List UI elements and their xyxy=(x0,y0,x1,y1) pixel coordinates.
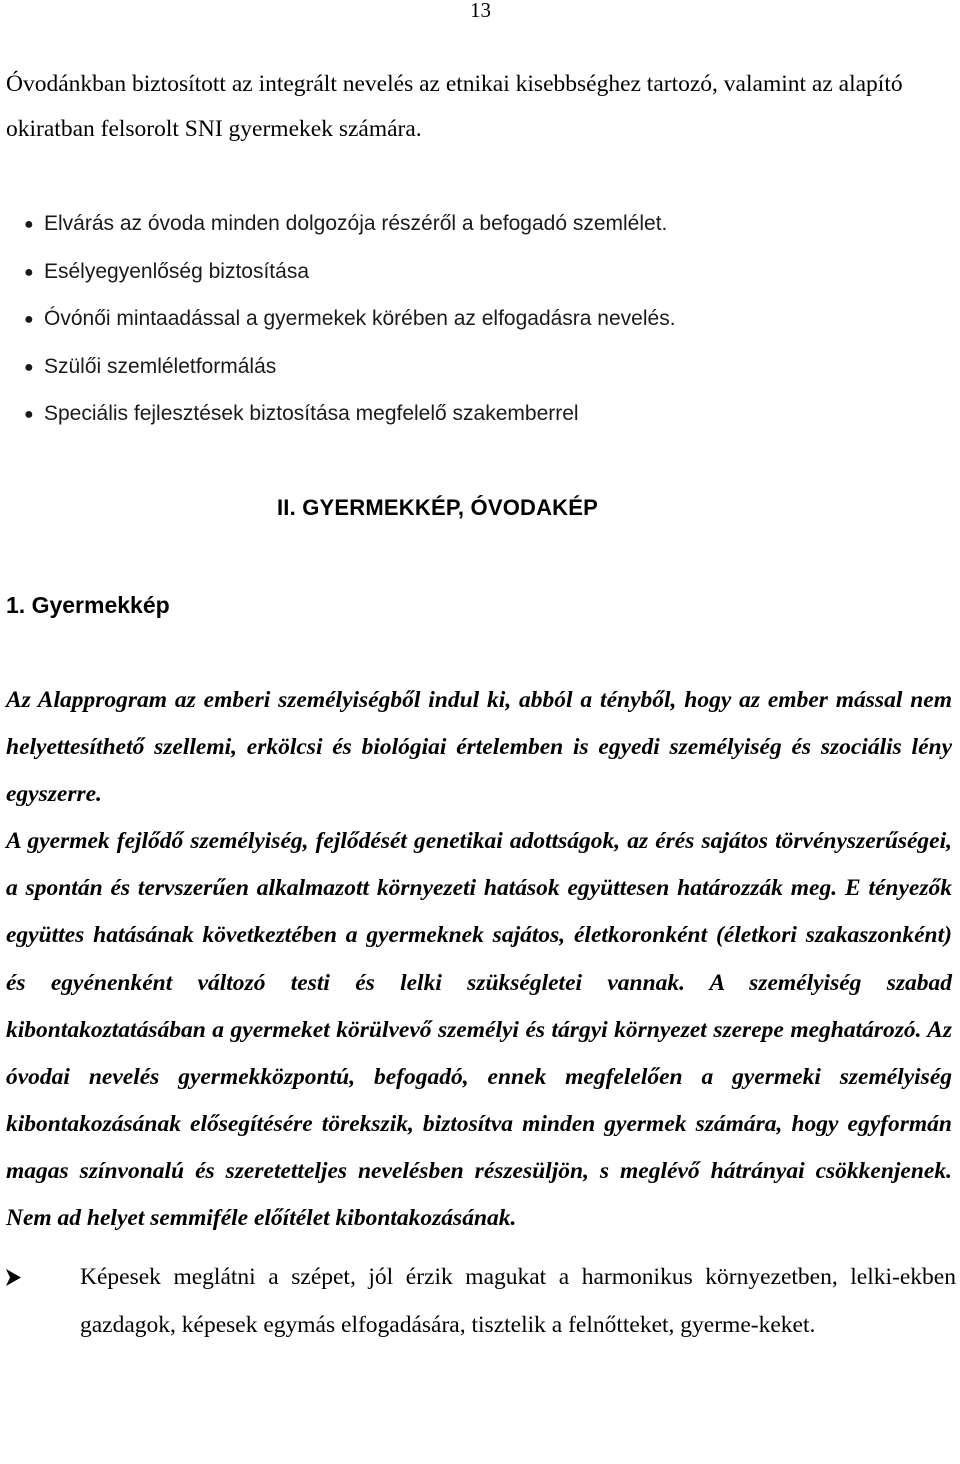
bullet-icon: ● xyxy=(24,216,34,233)
list-item-text: Óvónői mintaadással a gyermekek körében az elfogadásra nevelés. xyxy=(44,307,676,330)
list-item-text: Szülői szemléletformálás xyxy=(44,354,277,378)
bullet-icon: ● xyxy=(24,358,34,376)
arrow-list-item-text: Képesek meglátni a szépet, jól érzik magukat a harmonikus környezetben, lelki-ekben gazdagok, képesek egymás elfogadására, tisztelik a felnőtteket, gyerme-keket. xyxy=(80,1264,956,1338)
arrow-list-item xyxy=(6,1253,956,1349)
list-item-text: Elvárás az óvoda minden dolgozója részéről a befogadó szemlélet. xyxy=(44,212,668,235)
list-item xyxy=(24,295,676,343)
chapter-heading: II. GYERMEKKÉP, ÓVODAKÉP xyxy=(277,495,599,520)
bullet-icon: ● xyxy=(24,406,34,423)
list-item-text: Speciális fejlesztések biztosítása megfelelő szakemberrel xyxy=(44,402,579,425)
list-item xyxy=(24,343,676,391)
page-number: 13 xyxy=(470,0,491,22)
list-item xyxy=(24,390,676,438)
intro-paragraph: Óvodánkban biztosított az integrált nevelés az etnikai kisebbséghez tartozó, valamint az alapító okiratban felsorolt SNI gyermekek számára. xyxy=(6,71,903,142)
paragraph: Az Alapprogram az emberi személyiségből indul ki, abból a tényből, hogy az ember mással nem helyettesíthető szellemi, erkölcsi és biológiai értelemben is egyedi személyiség és szociális lény egyszerre. xyxy=(6,687,952,808)
list-item xyxy=(24,200,676,248)
paragraph: A gyermek fejlődő személyiség, fejlődését genetikai adottságok, az érés sajátos törvényszerűségei, a spontán és tervszerűen alkalmazott környezeti hatások együttesen határozzák meg. E tényezők együttes hatásának következtében a gyermeknek sajátos, életkoronként (életkori szakaszonként) és egyénenként változó testi és lelki szükségletei vannak. A személyiség szabad kibontakoztatásában a gyermeket körülvevő személyi és tárgyi környezet szerepe meghatározó. Az óvodai nevelés gyermekközpontú, befogadó, ennek megfelelően a gyermeki személyiség kibontakozásának elősegítésére törekszik, biztosítva minden gyermek számára, hogy egyformán magas színvonalú és szeretetteljes nevelésben részesüljön, s meglévő hátrányai csökkenjenek. Nem ad helyet semmiféle előítélet kibontakozásának. xyxy=(6,828,952,1232)
list-item-text: Esélyegyenlőség biztosítása xyxy=(44,259,309,283)
bullet-icon: ● xyxy=(24,263,34,281)
bullet-icon: ● xyxy=(24,311,34,328)
bullet-list xyxy=(24,200,676,438)
main-text xyxy=(6,677,952,1242)
arrow-bullet-icon xyxy=(6,1269,21,1286)
list-item xyxy=(24,248,676,296)
section-heading: 1. Gyermekkép xyxy=(6,592,170,618)
